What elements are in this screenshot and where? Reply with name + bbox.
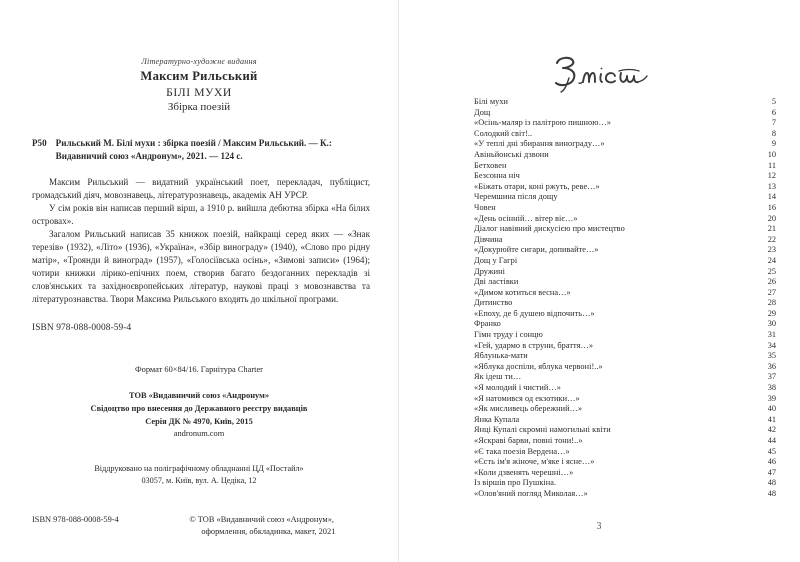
toc-leader-dots bbox=[629, 229, 757, 230]
cip-record bbox=[0, 137, 398, 163]
toc-leader-dots bbox=[577, 472, 757, 473]
toc-entry-title: Із віршів про Пушкіна. bbox=[474, 479, 557, 488]
toc-leader-dots bbox=[523, 419, 757, 420]
toc-entry-title: Дружині bbox=[474, 267, 506, 276]
toc-leader-dots bbox=[522, 282, 757, 283]
toc-entry[interactable] bbox=[474, 162, 776, 173]
toc-entry-title: Авіньйонські дзвони bbox=[474, 150, 549, 159]
toc-entry[interactable] bbox=[474, 236, 776, 247]
toc-entry[interactable] bbox=[474, 373, 776, 384]
toc-entry[interactable] bbox=[474, 426, 776, 437]
toc-leader-dots bbox=[553, 154, 757, 155]
toc-leader-dots bbox=[598, 462, 757, 463]
book-subtitle: Збірка поезій bbox=[167, 100, 231, 113]
toc-entry[interactable] bbox=[474, 437, 776, 448]
toc-entry-page: 34 bbox=[767, 341, 776, 350]
toc-entry-title: «Докурюйте сигари, допивайте…» bbox=[474, 246, 599, 255]
copyright-line-2: оформлення, обкладинка, макет, 2021 bbox=[201, 526, 336, 536]
toc-entry-page: 27 bbox=[767, 288, 776, 297]
toc-entry-page: 38 bbox=[767, 384, 776, 393]
toc-entry[interactable] bbox=[474, 490, 776, 501]
toc-leader-dots bbox=[562, 197, 757, 198]
toc-leader-dots bbox=[505, 324, 757, 325]
toc-leader-dots bbox=[521, 260, 757, 261]
toc-entry-title: «Є така поезія Вердена…» bbox=[474, 447, 570, 456]
toc-entry-page: 39 bbox=[767, 394, 776, 403]
toc-leader-dots bbox=[507, 239, 757, 240]
toc-entry-page: 48 bbox=[767, 479, 776, 488]
contents-list bbox=[398, 98, 800, 501]
toc-leader-dots bbox=[575, 292, 757, 293]
toc-entry-page: 6 bbox=[771, 108, 776, 117]
toc-leader-dots bbox=[547, 335, 757, 336]
toc-entry-page: 42 bbox=[767, 426, 776, 435]
toc-entry-page: 12 bbox=[767, 172, 776, 181]
toc-entry[interactable] bbox=[474, 352, 776, 363]
toc-entry-page: 31 bbox=[767, 331, 776, 340]
toc-leader-dots bbox=[565, 388, 757, 389]
toc-entry[interactable] bbox=[474, 479, 776, 490]
toc-entry-title: Діалог навіяний дискусією про мистецтво bbox=[474, 225, 625, 234]
publisher-block bbox=[0, 390, 398, 441]
toc-entry-title: Дитинство bbox=[474, 299, 513, 308]
toc-entry[interactable] bbox=[474, 225, 776, 236]
toc-entry-title: Дощ у Гагрі bbox=[474, 256, 518, 265]
toc-entry-title: Човен bbox=[474, 203, 496, 212]
toc-entry-page: 36 bbox=[767, 362, 776, 371]
copyright-block bbox=[189, 514, 374, 538]
toc-leader-dots bbox=[512, 102, 757, 103]
publisher-registry-series: Серія ДК № 4970, Київ, 2015 bbox=[145, 416, 253, 426]
toc-entry-title: «Я натомився од екзотики…» bbox=[474, 394, 580, 403]
imprint-footer bbox=[0, 514, 398, 538]
toc-entry-page: 9 bbox=[771, 140, 776, 149]
toc-entry-title: «Єсть ім'я жіноче, м'яке і ясне…» bbox=[474, 458, 595, 467]
toc-entry-page: 46 bbox=[767, 458, 776, 467]
toc-entry[interactable] bbox=[474, 384, 776, 395]
toc-leader-dots bbox=[524, 176, 757, 177]
toc-entry-page: 37 bbox=[767, 373, 776, 382]
toc-entry-page: 45 bbox=[767, 447, 776, 456]
toc-leader-dots bbox=[494, 112, 757, 113]
toc-entry-title: Франко bbox=[474, 320, 501, 329]
copyright-line-1: © ТОВ «Видавничий союз «Андронум», bbox=[189, 514, 334, 524]
cip-shelf-code: Р50 bbox=[32, 137, 47, 148]
toc-entry[interactable] bbox=[474, 278, 776, 289]
contents-heading-script-icon bbox=[539, 52, 659, 94]
toc-leader-dots bbox=[509, 271, 757, 272]
toc-entry-title: «Епоху, де б душею відпочить…» bbox=[474, 309, 595, 318]
toc-entry[interactable] bbox=[474, 215, 776, 226]
toc-entry-page: 24 bbox=[767, 256, 776, 265]
toc-entry-page: 29 bbox=[767, 309, 776, 318]
toc-leader-dots bbox=[597, 345, 757, 346]
toc-entry[interactable] bbox=[474, 458, 776, 469]
toc-entry-title: Дівчина bbox=[474, 235, 503, 244]
toc-leader-dots bbox=[592, 493, 757, 494]
toc-leader-dots bbox=[500, 207, 757, 208]
imprint-header bbox=[0, 57, 398, 115]
toc-entry-title: Безсонна ніч bbox=[474, 172, 520, 181]
publisher-registry-line: Свідоцтво про внесення до Державного реєстру видавців bbox=[90, 403, 308, 413]
toc-leader-dots bbox=[584, 398, 757, 399]
toc-entry-page: 47 bbox=[767, 468, 776, 477]
printer-address-line: 03057, м. Київ, вул. А. Цедіка, 12 bbox=[141, 476, 257, 486]
toc-entry-title: Янка Купала bbox=[474, 415, 520, 424]
toc-entry-page: 30 bbox=[767, 320, 776, 329]
toc-entry-title: Бетховен bbox=[474, 161, 507, 170]
toc-entry[interactable] bbox=[474, 246, 776, 257]
toc-entry-page: 48 bbox=[767, 489, 776, 498]
toc-entry-title: Солодкий світ!.. bbox=[474, 129, 533, 138]
toc-entry-page: 26 bbox=[767, 278, 776, 287]
toc-entry-page: 16 bbox=[767, 203, 776, 212]
toc-entry-page: 22 bbox=[767, 235, 776, 244]
toc-entry-page: 23 bbox=[767, 246, 776, 255]
imprint-page bbox=[0, 0, 398, 562]
publisher-name: ТОВ «Видавничий союз «Андронум» bbox=[128, 391, 270, 401]
toc-leader-dots bbox=[516, 303, 757, 304]
format-block bbox=[0, 364, 398, 377]
toc-entry[interactable] bbox=[474, 405, 776, 416]
toc-leader-dots bbox=[560, 483, 757, 484]
toc-entry[interactable] bbox=[474, 289, 776, 300]
toc-entry-title: «Олов'яний погляд Миколая…» bbox=[474, 489, 588, 498]
toc-entry[interactable] bbox=[474, 193, 776, 204]
page-folio-number: 3 bbox=[596, 521, 602, 532]
toc-leader-dots bbox=[574, 451, 757, 452]
toc-entry-title: «Димом котиться весна…» bbox=[474, 288, 571, 297]
annotation-block bbox=[0, 176, 398, 306]
toc-entry[interactable] bbox=[474, 268, 776, 279]
toc-leader-dots bbox=[599, 313, 757, 314]
toc-entry[interactable] bbox=[474, 130, 776, 141]
author-name: Максим Рильський bbox=[140, 69, 258, 83]
toc-leader-dots bbox=[582, 218, 757, 219]
toc-entry-page: 11 bbox=[768, 161, 776, 170]
toc-entry-title: Білі мухи bbox=[474, 98, 509, 106]
toc-entry[interactable] bbox=[474, 119, 776, 130]
toc-entry[interactable] bbox=[474, 257, 776, 268]
toc-entry-title: Дощ bbox=[474, 108, 491, 117]
toc-entry-page: 40 bbox=[767, 405, 776, 414]
toc-entry-title: «Коли дзвенять черешні…» bbox=[474, 468, 574, 477]
toc-entry[interactable] bbox=[474, 320, 776, 331]
toc-entry-title: «День осінній… вітер віє…» bbox=[474, 214, 578, 223]
toc-entry[interactable] bbox=[474, 342, 776, 353]
toc-entry-title: «Біжать отари, коні ржуть, реве…» bbox=[474, 182, 600, 191]
publisher-website[interactable]: andronum.com bbox=[173, 429, 225, 439]
toc-entry-title: «Гей, удармо в струни, браття…» bbox=[474, 341, 594, 350]
toc-leader-dots bbox=[607, 366, 757, 367]
toc-leader-dots bbox=[510, 165, 757, 166]
printer-block bbox=[0, 463, 398, 488]
toc-entry-title: «Осінь-маляр із палітрою пишною…» bbox=[474, 119, 611, 128]
toc-entry[interactable] bbox=[474, 331, 776, 342]
toc-entry-title: Черемшина після дощу bbox=[474, 193, 558, 202]
toc-entry-page: 41 bbox=[767, 415, 776, 424]
toc-entry-title: Янці Купалі скромні намогильні квіти bbox=[474, 426, 611, 435]
toc-leader-dots bbox=[603, 250, 757, 251]
toc-leader-dots bbox=[532, 356, 757, 357]
toc-entry[interactable] bbox=[474, 140, 776, 151]
isbn-secondary: ISBN 978-088-0008-59-4 bbox=[32, 514, 119, 524]
toc-entry[interactable] bbox=[474, 183, 776, 194]
toc-leader-dots bbox=[586, 409, 757, 410]
annotation-paragraph-1: Максим Рильський — видатний український поет, перекладач, публіцист, громадський діяч, мовознавець, літературознавець, академік АН УРСР. bbox=[32, 177, 370, 201]
toc-entry-page: 44 bbox=[767, 437, 776, 445]
toc-leader-dots bbox=[587, 441, 757, 442]
isbn-primary: ISBN 978-088-0008-59-4 bbox=[32, 323, 132, 334]
toc-entry[interactable] bbox=[474, 363, 776, 374]
printer-name-line: Віддруковано на поліграфічному обладнанні ЦД «Постайл» bbox=[94, 464, 304, 474]
toc-entry[interactable] bbox=[474, 151, 776, 162]
book-title: БІЛІ МУХИ bbox=[166, 85, 232, 99]
toc-entry-page: 8 bbox=[771, 129, 776, 138]
toc-entry-title: Дві ластівки bbox=[474, 278, 519, 287]
toc-entry-page: 20 bbox=[767, 214, 776, 223]
contents-heading bbox=[398, 52, 800, 92]
format-line: Формат 60×84/16. Гарнітура Charter bbox=[135, 365, 263, 375]
toc-entry-page: 21 bbox=[767, 225, 776, 234]
toc-entry-page: 35 bbox=[767, 352, 776, 361]
toc-leader-dots bbox=[525, 377, 757, 378]
toc-entry-title: «Яблука доспіли, яблука червоні!..» bbox=[474, 362, 603, 371]
toc-leader-dots bbox=[609, 144, 757, 145]
toc-entry-page: 13 bbox=[767, 182, 776, 191]
toc-entry[interactable] bbox=[474, 299, 776, 310]
toc-entry[interactable] bbox=[474, 469, 776, 480]
toc-entry-title: «У теплі дні збирання винограду…» bbox=[474, 140, 605, 149]
cip-description: Рильський М. Білі мухи : збірка поезій / Максим Рильський. — К.: Видавничий союз «Андронум», 2021. — 124 с. bbox=[55, 137, 332, 161]
toc-entry[interactable] bbox=[474, 204, 776, 215]
toc-entry[interactable] bbox=[474, 448, 776, 459]
annotation-paragraph-2: У сім років він написав перший вірш, а 1910 р. вийшла дебютна збірка «На білих островах». bbox=[32, 203, 370, 227]
series-line: Літературно-художнє видання bbox=[141, 57, 257, 66]
toc-entry[interactable] bbox=[474, 395, 776, 406]
toc-leader-dots bbox=[615, 123, 757, 124]
toc-entry-page: 7 bbox=[771, 119, 776, 128]
toc-entry-page: 5 bbox=[771, 98, 776, 106]
toc-entry[interactable] bbox=[474, 172, 776, 183]
toc-entry-title: Гімн труду і сонцю bbox=[474, 331, 543, 340]
toc-entry-title: «Як мисливець обережний…» bbox=[474, 405, 583, 414]
toc-leader-dots bbox=[536, 133, 757, 134]
toc-entry-page: 14 bbox=[767, 193, 776, 202]
toc-entry[interactable] bbox=[474, 416, 776, 427]
toc-entry-title: «Я молодий і чистий…» bbox=[474, 384, 561, 393]
toc-entry-title: «Яскраві барви, повні тони!..» bbox=[474, 437, 583, 445]
contents-page bbox=[398, 0, 800, 562]
toc-leader-dots bbox=[615, 430, 757, 431]
toc-entry-page: 25 bbox=[767, 267, 776, 276]
toc-entry-title: Як ідеш ти… bbox=[474, 373, 522, 382]
toc-entry-page: 28 bbox=[767, 299, 776, 308]
annotation-paragraph-3: Загалом Рильський написав 35 книжок поезій, найкращі серед яких — «Знак терезів» (1932), «Літо» (1936), «Україна», «Збір винограду» (1940), «Слово про рідну матір», «Троянди й виноград» (1957), «Голосіївська осінь», «Зимові записи» (1964); чотири книжки лірико-епічних поем, створив багато бездоганних перекладів зі слов'янських та західноєвропейських літератур, наукові праці з мовознавства та літературознавства. Твори Максима Рильського входять до шкільної програми. bbox=[32, 229, 370, 305]
toc-entry[interactable] bbox=[474, 109, 776, 120]
toc-entry[interactable] bbox=[474, 310, 776, 321]
toc-leader-dots bbox=[604, 186, 757, 187]
toc-entry-page: 10 bbox=[767, 150, 776, 159]
toc-entry[interactable] bbox=[474, 98, 776, 109]
toc-entry-title: Яблунька-мати bbox=[474, 352, 528, 361]
